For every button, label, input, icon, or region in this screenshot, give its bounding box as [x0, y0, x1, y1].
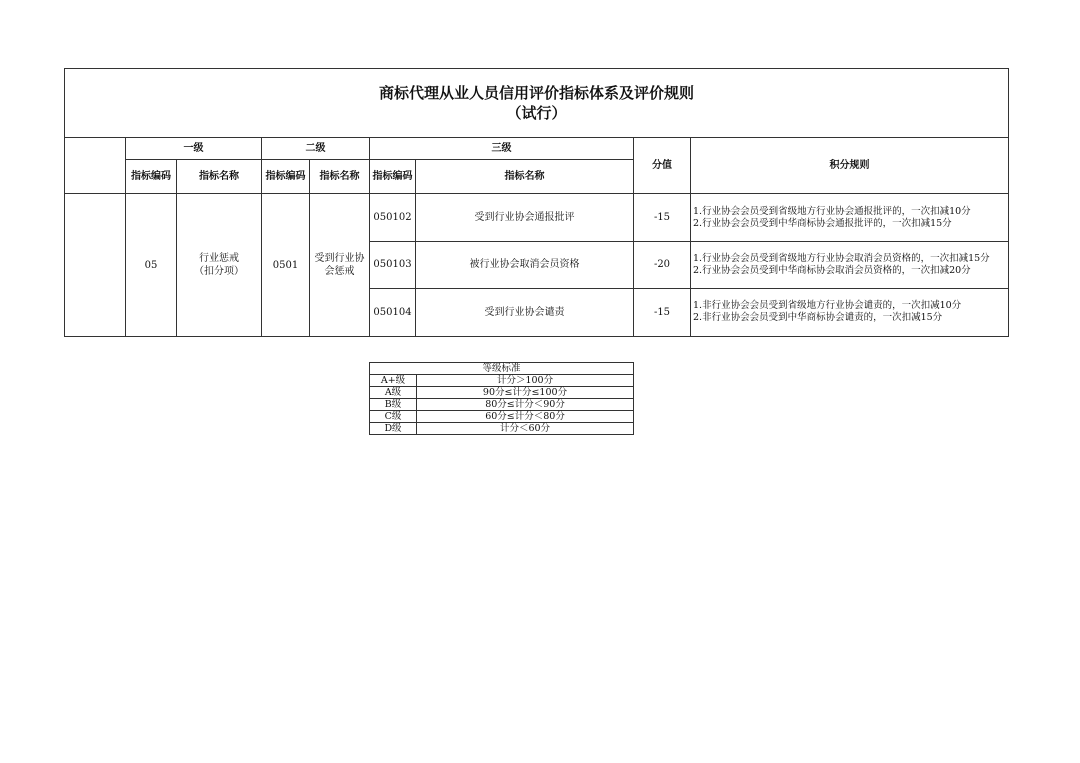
- table-title: [65, 69, 1009, 138]
- level3-header: 三级: [370, 138, 634, 160]
- table-row: [65, 194, 1009, 241]
- title-sub: （试行）: [506, 104, 567, 123]
- grade-level: A+级: [370, 375, 417, 387]
- grade-range: 80分≤计分＜90分: [417, 399, 634, 411]
- level2-name: 受到行业协 会惩戒: [310, 194, 370, 337]
- level3-name-header: 指标名称: [416, 160, 634, 194]
- grade-table: [369, 362, 634, 435]
- level2-code: 0501: [262, 194, 310, 337]
- level3-code: 050102: [370, 194, 416, 241]
- blank-body-cell: [65, 194, 126, 337]
- title-main: 商标代理从业人员信用评价指标体系及评价规则: [379, 84, 695, 103]
- score-value: -15: [634, 288, 691, 336]
- grade-level: A级: [370, 387, 417, 399]
- rule-header: 积分规则: [691, 138, 1009, 194]
- level2-header: 二级: [262, 138, 370, 160]
- grade-level: D级: [370, 423, 417, 435]
- table-row: [370, 399, 634, 411]
- level1-header: 一级: [126, 138, 262, 160]
- score-value: -15: [634, 194, 691, 241]
- grade-range: 计分＜60分: [417, 423, 634, 435]
- blank-header-cell: [65, 138, 126, 194]
- level3-name: 受到行业协会通报批评: [416, 194, 634, 241]
- score-header: 分值: [634, 138, 691, 194]
- score-value: -20: [634, 241, 691, 288]
- grade-range: 计分＞100分: [417, 375, 634, 387]
- table-row: [370, 423, 634, 435]
- score-rule: 1.行业协会会员受到省级地方行业协会通报批评的，一次扣减10分 2.行业协会会员受到中华商标协会通报批评的，一次扣减15分: [691, 194, 1009, 241]
- level3-name: 受到行业协会谴责: [416, 288, 634, 336]
- score-rule: 1.非行业协会会员受到省级地方行业协会谴责的，一次扣减10分 2.非行业协会会员受到中华商标协会谴责的，一次扣减15分: [691, 288, 1009, 336]
- grade-range: 90分≤计分≤100分: [417, 387, 634, 399]
- grade-level: B级: [370, 399, 417, 411]
- level2-name-header: 指标名称: [310, 160, 370, 194]
- indicator-table: [64, 68, 1009, 337]
- grade-range: 60分≤计分＜80分: [417, 411, 634, 423]
- level3-name: 被行业协会取消会员资格: [416, 241, 634, 288]
- level3-code: 050103: [370, 241, 416, 288]
- level1-code-header: 指标编码: [126, 160, 177, 194]
- grade-level: C级: [370, 411, 417, 423]
- level3-code-header: 指标编码: [370, 160, 416, 194]
- score-rule: 1.行业协会会员受到省级地方行业协会取消会员资格的，一次扣减15分 2.行业协会会员受到中华商标协会取消会员资格的，一次扣减20分: [691, 241, 1009, 288]
- level1-name: 行业惩戒 （扣分项）: [177, 194, 262, 337]
- table-row: [370, 411, 634, 423]
- level3-code: 050104: [370, 288, 416, 336]
- table-row: [370, 375, 634, 387]
- level2-code-header: 指标编码: [262, 160, 310, 194]
- level1-name-header: 指标名称: [177, 160, 262, 194]
- table-row: [370, 387, 634, 399]
- grade-title: 等级标准: [370, 363, 634, 375]
- level1-code: 05: [126, 194, 177, 337]
